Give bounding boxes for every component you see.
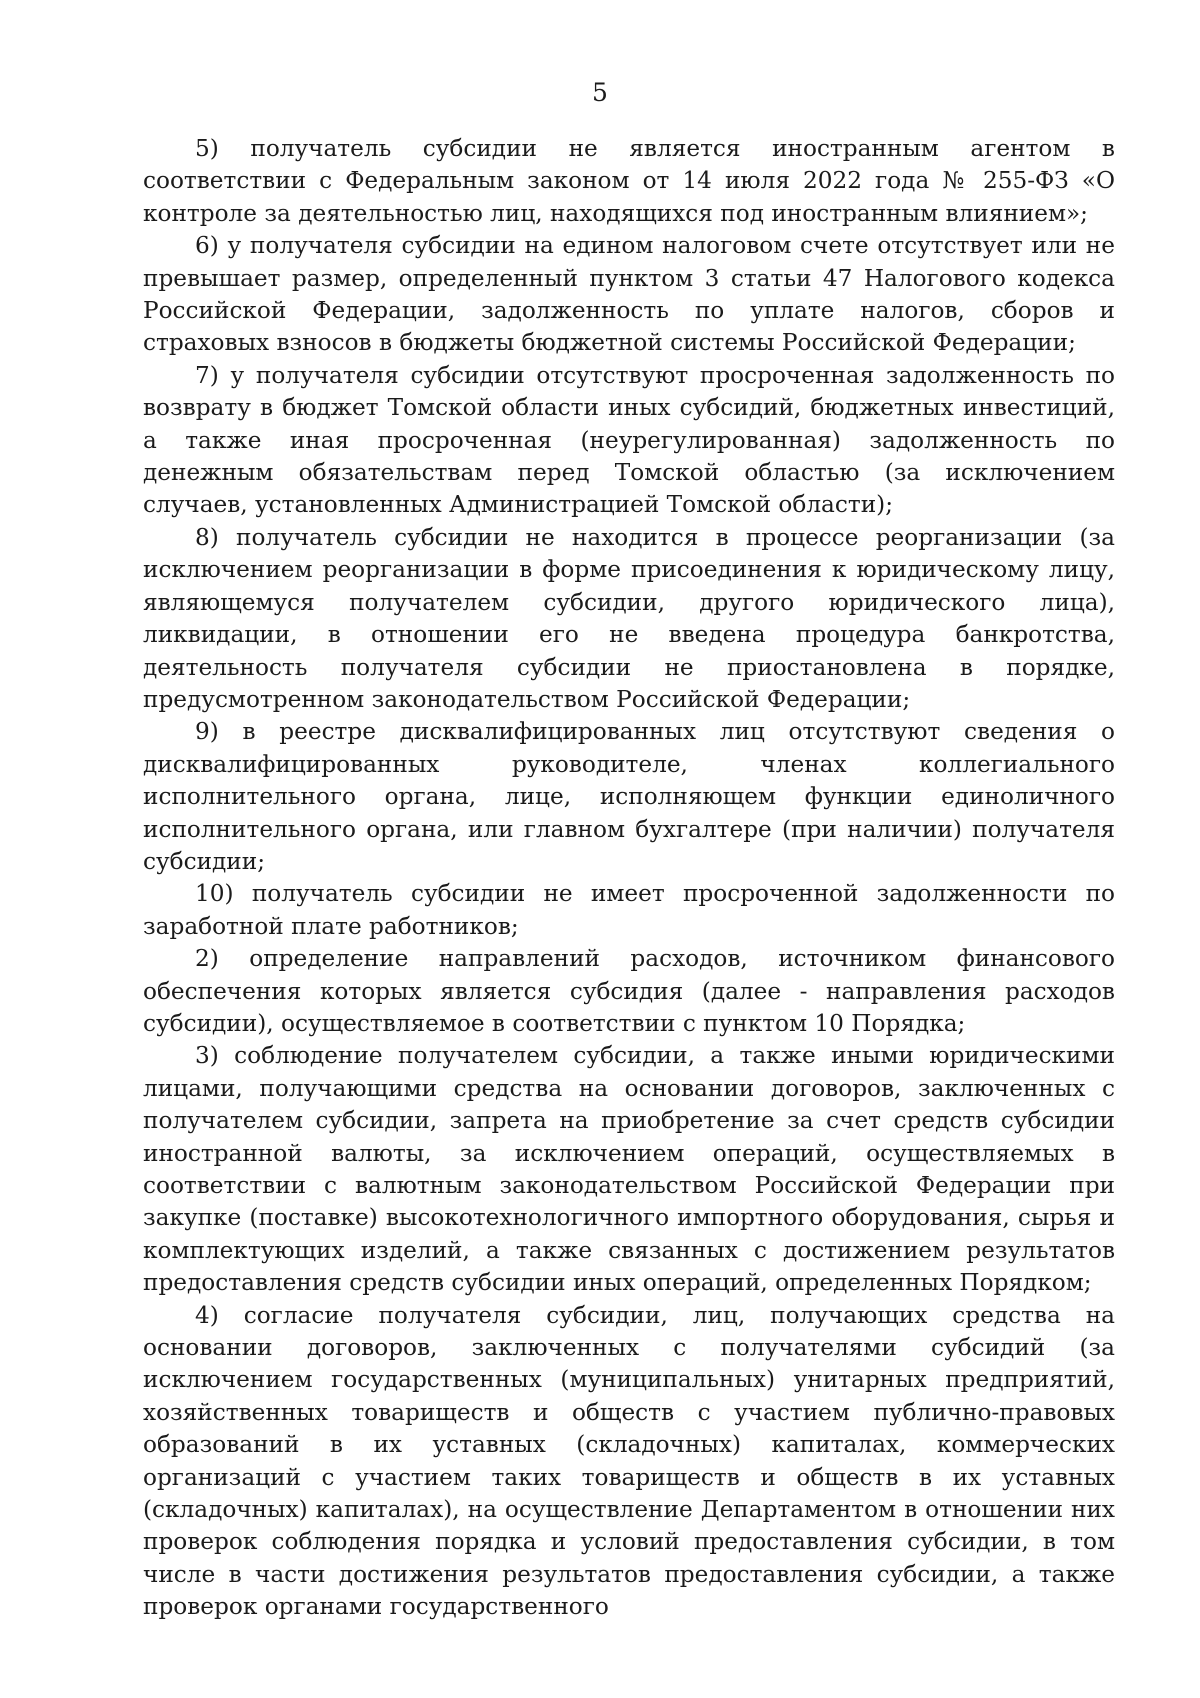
paragraph-item-9: 9) в реестре дисквалифицированных лиц отсутствуют сведения о дисквалифицированных руководителе, членах коллегиального исполнительного органа, лице, исполняющем функции единоличного исполнительного органа, или главном бухгалтере (при наличии) получателя субсидии; (143, 718, 1115, 875)
page-number: 5 (592, 78, 608, 107)
paragraph-clause-4: 4) согласие получателя субсидии, лиц, получающих средства на основании договоров, заключенных с получателями субсидий (за исключением государственных (муниципальных) унитарных предприятий, хозяйственных товариществ и обществ с участием публично-правовых образований в их уставных (складочных) капиталах, коммерческих организаций с участием таких товариществ и обществ в их уставных (складочных) капиталах), на осуществление Департаментом в отношении них проверок соблюдения порядка и условий предоставления субсидии, в том числе в части достижения результатов предоставления субсидии, а также проверок органами государственного (143, 1301, 1115, 1621)
paragraph-item-10: 10) получатель субсидии не имеет просроченной задолженности по заработной плате работников; (143, 880, 1115, 940)
document-body (143, 133, 1115, 1624)
paragraph-item-8: 8) получатель субсидии не находится в процессе реорганизации (за исключением реорганизации в форме присоединения к юридическому лицу, являющемуся получателем субсидии, другого юридического лица), ликвидации, в отношении его не введена процедура банкротства, деятельность получателя субсидии не приостановлена в порядке, предусмотренном законодательством Российской Федерации; (143, 523, 1115, 713)
paragraph-item-6: 6) у получателя субсидии на едином налоговом счете отсутствует или не превышает размер, определенный пунктом 3 статьи 47 Налогового кодекса Российской Федерации, задолженность по уплате налогов, сборов и страховых взносов в бюджеты бюджетной системы Российской Федерации; (143, 232, 1115, 357)
paragraph-clause-3: 3) соблюдение получателем субсидии, а также иными юридическими лицами, получающими средства на основании договоров, заключенных с получателем субсидии, запрета на приобретение за счет средств субсидии иностранной валюты, за исключением операций, осуществляемых в соответствии с валютным законодательством Российской Федерации при закупке (поставке) высокотехнологичного импортного оборудования, сырья и комплектующих изделий, а также связанных с достижением результатов предоставления средств субсидии иных операций, определенных Порядком; (143, 1042, 1115, 1297)
paragraph-item-7: 7) у получателя субсидии отсутствуют просроченная задолженность по возврату в бюджет Томской области иных субсидий, бюджетных инвестиций, а также иная просроченная (неурегулированная) задолженность по денежным обязательствам перед Томской областью (за исключением случаев, установленных Администрацией Томской области); (143, 361, 1115, 519)
paragraph-item-5: 5) получатель субсидии не является иностранным агентом в соответствии с Федеральным законом от 14 июля 2022 года № 255-ФЗ «О контроле за деятельностью лиц, находящихся под иностранным влиянием»; (143, 135, 1115, 227)
paragraph-clause-2: 2) определение направлений расходов, источником финансового обеспечения которых является субсидия (далее - направления расходов субсидии), осуществляемое в соответствии с пунктом 10 Порядка; (143, 945, 1115, 1037)
